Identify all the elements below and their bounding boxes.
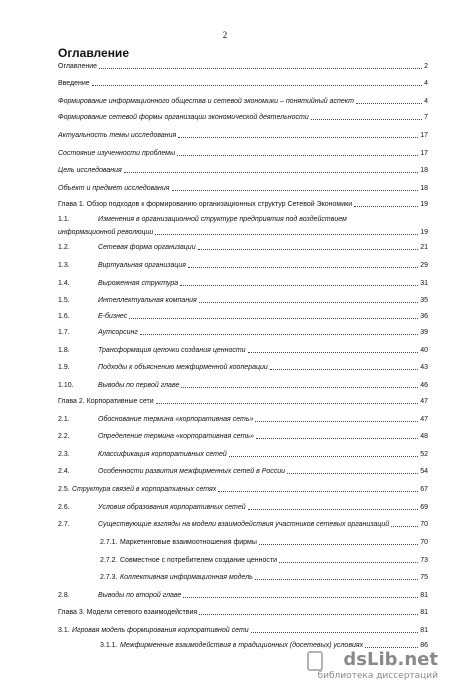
toc-entry[interactable] — [58, 80, 428, 88]
toc-entry[interactable] — [58, 486, 428, 494]
toc-entry[interactable] — [58, 504, 428, 512]
toc-dot-leader — [155, 233, 418, 235]
toc-entry[interactable] — [58, 609, 428, 617]
toc-entry[interactable] — [58, 185, 428, 193]
toc-entry[interactable] — [100, 574, 428, 582]
toc-entry-page: 18 — [420, 185, 428, 192]
toc-entry-title: Формирование информационного общества и сетевой экономики – понятийный аспект — [58, 98, 354, 105]
toc-entry[interactable] — [58, 364, 428, 372]
toc-entry-title: Классификация корпоративных сетей — [98, 451, 227, 458]
toc-entry-number: 1.9. — [58, 364, 70, 371]
toc-entry-number: 2.2. — [58, 433, 70, 440]
toc-dot-leader — [229, 455, 418, 457]
toc-entry-page: 70 — [420, 539, 428, 546]
toc-entry[interactable] — [58, 98, 428, 106]
toc-entry[interactable] — [58, 244, 428, 252]
toc-entry-number: 2.1. — [58, 416, 70, 423]
toc-entry[interactable] — [58, 521, 428, 529]
toc-dot-leader — [270, 368, 418, 370]
toc-entry[interactable] — [58, 627, 428, 635]
toc-dot-leader — [92, 84, 422, 86]
toc-entry-title: Совместное с потребителем создание ценности — [120, 557, 278, 564]
watermark — [298, 649, 438, 685]
toc-dot-leader — [129, 317, 418, 319]
toc-entry[interactable] — [100, 539, 428, 547]
toc-entry-page: 18 — [420, 167, 428, 174]
toc-entry-page: 52 — [420, 451, 428, 458]
toc-entry-number: 1.4. — [58, 280, 70, 287]
toc-entry[interactable] — [58, 592, 428, 600]
toc-entry-number: 1.6. — [58, 313, 70, 320]
toc-entry-title: Выроженная структура — [98, 280, 179, 287]
toc-entry-title: Оглавление — [58, 63, 98, 70]
toc-entry-page: 17 — [420, 150, 428, 157]
toc-entry[interactable] — [58, 313, 428, 321]
toc-dot-leader — [183, 596, 418, 598]
toc-entry[interactable] — [58, 262, 428, 270]
toc-dot-leader — [287, 472, 418, 474]
toc-entry-page: 69 — [420, 504, 428, 511]
toc-entry-title: Е-бизнес — [98, 313, 128, 320]
toc-entry[interactable] — [58, 280, 428, 288]
toc-entry-title: Выводы по первой главе — [98, 382, 180, 389]
toc-entry[interactable] — [58, 416, 428, 424]
toc-entry-number: 1.7. — [58, 329, 70, 336]
toc-dot-leader — [354, 205, 418, 207]
toc-entry-number: 3.1. — [58, 627, 70, 634]
toc-dot-leader — [178, 136, 418, 138]
toc-dot-leader — [255, 420, 418, 422]
toc-entry-page: 40 — [420, 347, 428, 354]
toc-dot-leader — [177, 154, 418, 156]
toc-entry-number: 2.5. — [58, 486, 70, 493]
toc-entry-title: Цель исследования — [58, 167, 122, 174]
toc-entry-page: 35 — [420, 297, 428, 304]
toc-entry[interactable] — [58, 297, 428, 305]
toc-entry-page: 4 — [424, 98, 428, 105]
toc-dot-leader — [248, 351, 419, 353]
toc-dot-leader — [99, 67, 422, 69]
toc-dot-leader — [391, 525, 418, 527]
toc-entry-page: 21 — [420, 244, 428, 251]
toc-entry-page: 54 — [420, 468, 428, 475]
toc-entry[interactable] — [58, 63, 428, 71]
toc-dot-leader — [172, 189, 419, 191]
toc-entry-title: Изменения в организационной структуре предприятия под воздействием — [98, 216, 347, 223]
toc-dot-leader — [199, 613, 418, 615]
toc-entry-number: 1.8. — [58, 347, 70, 354]
toc-entry-title: Виртуальная организация — [98, 262, 187, 269]
toc-entry-page: 7 — [424, 114, 428, 121]
toc-entry-title: Введение — [58, 80, 90, 87]
toc-entry[interactable] — [58, 150, 428, 158]
toc-entry[interactable] — [58, 329, 428, 337]
toc-entry-number: 2.7.3. — [100, 574, 118, 581]
toc-entry-page: 75 — [420, 574, 428, 581]
toc-entry-title: Трансформация цепочки создания ценности — [98, 347, 246, 354]
toc-entry-title: Межфирменные взаимодействия в традиционных (досетевых) условиях — [120, 642, 364, 649]
watermark-logo: dsLib.net — [343, 649, 438, 670]
toc-entry-title: Сетевая форма организации — [98, 244, 196, 251]
toc-entry-title-continued: информационной революции — [58, 229, 154, 236]
toc-entry-page: 67 — [420, 486, 428, 493]
toc-dot-leader — [365, 646, 418, 648]
toc-entry-title: Структура связей в корпоративных сетях — [72, 486, 217, 493]
toc-dot-leader — [279, 561, 418, 563]
toc-entry-page: 19 — [420, 201, 428, 208]
toc-entry[interactable] — [58, 451, 428, 459]
toc-entry[interactable] — [58, 216, 428, 237]
toc-dot-leader — [255, 578, 418, 580]
toc-entry-number: 1.3. — [58, 262, 70, 269]
toc-entry-title: Подходы к объяснению межфирменной кооперации — [98, 364, 268, 371]
toc-entry[interactable] — [58, 167, 428, 175]
toc-entry-number: 2.7.1. — [100, 539, 118, 546]
toc-entry-number: 2.7. — [58, 521, 70, 528]
toc-entry-page: 4 — [424, 80, 428, 87]
toc-entry-number: 1.10. — [58, 382, 74, 389]
toc-entry-page: 17 — [420, 132, 428, 139]
toc-entry-number: 1.5. — [58, 297, 70, 304]
toc-dot-leader — [180, 284, 418, 286]
page-number: 2 — [222, 30, 228, 40]
toc-entry-title: Особенности развития межфирменных сетей в России — [98, 468, 285, 475]
toc-entry[interactable] — [58, 398, 428, 406]
toc-entry[interactable] — [58, 433, 428, 441]
toc-entry-page: 86 — [420, 642, 428, 649]
toc-entry-title: Глава 2. Корпоративные сети — [58, 398, 154, 405]
toc-entry-page: 43 — [420, 364, 428, 371]
toc-heading: Оглавление — [58, 46, 129, 60]
toc-entry[interactable] — [58, 347, 428, 355]
toc-dot-leader — [199, 301, 418, 303]
toc-dot-leader — [124, 171, 418, 173]
toc-entry-page: 47 — [420, 398, 428, 405]
toc-entry-page: 81 — [420, 592, 428, 599]
toc-dot-leader — [251, 631, 419, 633]
toc-dot-leader — [181, 386, 418, 388]
toc-entry-page: 48 — [420, 433, 428, 440]
toc-entry-page: 81 — [420, 609, 428, 616]
toc-dot-leader — [248, 508, 419, 510]
toc-entry-title: Определение термина «корпоративная сеть» — [98, 433, 254, 440]
toc-entry-title: Состояние изученности проблемы — [58, 150, 176, 157]
toc-entry[interactable] — [100, 557, 428, 565]
toc-dot-leader — [259, 543, 418, 545]
toc-entry-title: Аутсорсинг — [98, 329, 138, 336]
toc-entry-number: 2.3. — [58, 451, 70, 458]
watermark-subtitle: библиотека диссертаций — [317, 671, 438, 681]
toc-entry-number: 2.6. — [58, 504, 70, 511]
toc-entry-title: Глава 3. Модели сетевого взаимодействия — [58, 609, 198, 616]
toc-entry[interactable] — [58, 201, 428, 209]
toc-entry-title: Формирование сетевой формы организации экономической деятельности — [58, 114, 309, 121]
toc-entry-page: 81 — [420, 627, 428, 634]
toc-entry-number: 1.1. — [58, 216, 70, 223]
toc-entry-title: Обоснование термина «корпоративная сеть» — [98, 416, 254, 423]
toc-dot-leader — [156, 402, 419, 404]
toc-entry-title: Глава 1. Обзор подходов к формированию организационных структур Сетевой Экономики — [58, 201, 353, 208]
toc-entry-title: Существующие взгляды на модели взаимодействия участников сетевых организаций — [98, 521, 390, 528]
toc-dot-leader — [256, 437, 418, 439]
toc-entry[interactable] — [58, 382, 428, 390]
toc-dot-leader — [188, 266, 418, 268]
toc-entry-number: 2.8. — [58, 592, 70, 599]
toc-entry-title: Объект и предмет исследования — [58, 185, 170, 192]
toc-entry-title: Маркетинговые взаимоотношения фирмы — [120, 539, 257, 546]
toc-entry-title: Коллективная информационная модель — [120, 574, 253, 581]
toc-entry-title: Выводы по второй главе — [98, 592, 182, 599]
toc-entry-page: 47 — [420, 416, 428, 423]
toc-entry-page: 70 — [420, 521, 428, 528]
toc-entry-number: 1.2. — [58, 244, 70, 251]
toc-dot-leader — [140, 333, 418, 335]
toc-dot-leader — [198, 248, 419, 250]
toc-entry-page: 46 — [420, 382, 428, 389]
toc-dot-leader — [218, 490, 418, 492]
toc-entry-page: 2 — [424, 63, 428, 70]
toc-entry-page: 19 — [420, 229, 428, 236]
toc-entry-title: Актуальность темы исследования — [58, 132, 177, 139]
toc-entry-page: 31 — [420, 280, 428, 287]
toc-entry-number: 2.4. — [58, 468, 70, 475]
toc-entry-page: 39 — [420, 329, 428, 336]
toc-dot-leader — [311, 118, 422, 120]
toc-dot-leader — [356, 102, 422, 104]
toc-entry-page: 29 — [420, 262, 428, 269]
toc-entry-page: 36 — [420, 313, 428, 320]
toc-entry-title: Игровая модель формирования корпоративной сети — [72, 627, 249, 634]
toc-entry[interactable] — [58, 132, 428, 140]
toc-entry-title: Условия образования корпоративных сетей — [98, 504, 246, 511]
toc-entry[interactable] — [58, 114, 428, 122]
toc-entry-title: Интеллектуальная компания — [98, 297, 197, 304]
toc-entry-number: 3.1.1. — [100, 642, 118, 649]
toc-entry[interactable] — [58, 468, 428, 476]
toc-entry-number: 2.7.2. — [100, 557, 118, 564]
toc-entry-page: 73 — [420, 557, 428, 564]
